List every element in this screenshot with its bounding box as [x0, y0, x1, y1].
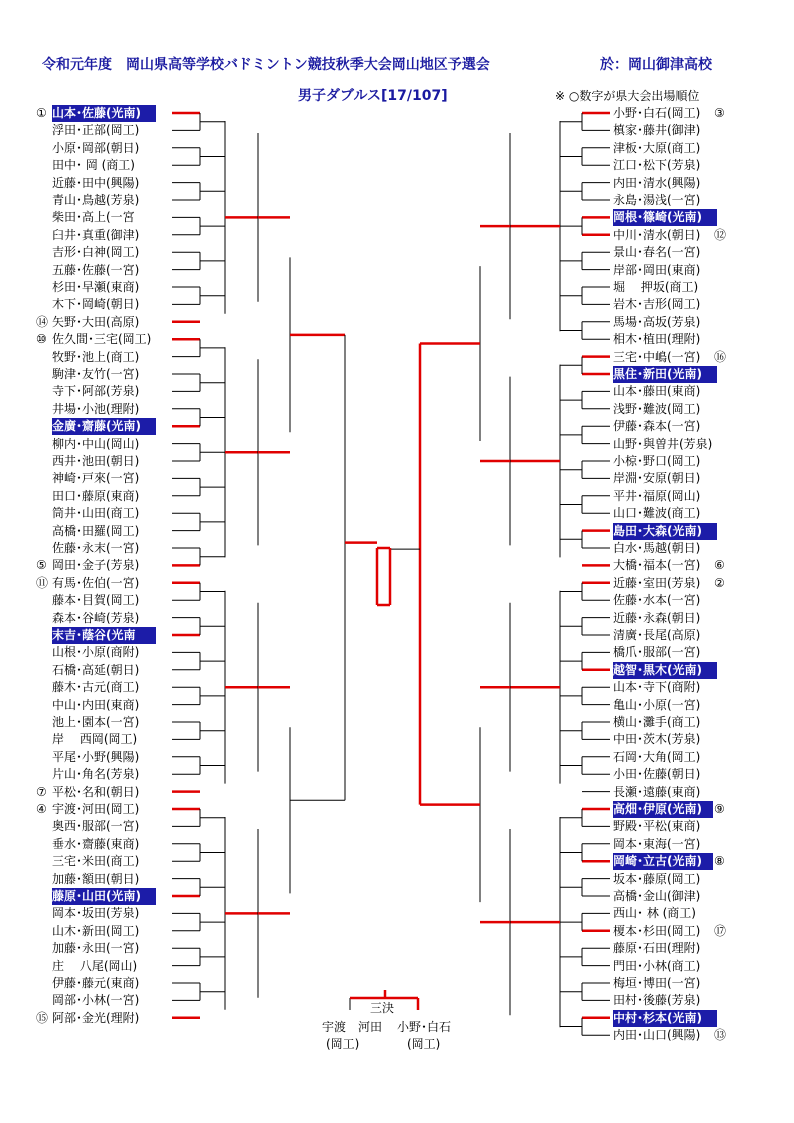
left-entry: 柴田･高上(一宮	[52, 210, 135, 225]
left-entry: 平松･名和(朝日)	[52, 784, 140, 799]
seed-rank: ⑫	[714, 227, 727, 242]
third-place-right-names: 小野･白石	[397, 1020, 452, 1034]
left-entry: 木下･岡崎(朝日)	[52, 297, 140, 312]
seed-rank: ⑬	[714, 1028, 727, 1043]
right-entry: 岸部･岡田(東商)	[613, 262, 701, 277]
seed-rank: ⑥	[714, 558, 725, 573]
right-entry: 津板･大原(商工)	[613, 140, 701, 155]
left-entry: 藤本･目賀(岡工)	[52, 593, 140, 608]
right-entry: 山本･寺下(商附)	[613, 680, 701, 695]
left-entry: 宇渡･河田(岡工)	[52, 802, 140, 816]
right-entry: 近藤･室田(芳泉)	[613, 575, 701, 590]
left-entry: 山本･佐藤(光南)	[52, 105, 156, 122]
left-entry: 三宅･米田(商工)	[52, 854, 140, 869]
seed-rank: ①	[36, 106, 47, 120]
left-entry: 庄 八尾(岡山)	[52, 958, 138, 973]
left-entry: 牧野･池上(商工)	[52, 349, 140, 364]
right-entry: 内田･山口(興陽)	[613, 1028, 701, 1043]
right-entry: 田村･後藤(芳泉)	[613, 993, 701, 1008]
left-entry: 奥西･服部(一宮)	[52, 819, 140, 834]
left-entry: 藤木･古元(商工)	[52, 680, 140, 695]
right-entry: 大橋･福本(一宮)	[613, 558, 701, 573]
left-entry: 中山･内田(東商)	[52, 697, 140, 712]
left-entry: 石橋･高延(朝日)	[52, 662, 140, 677]
left-entry: 平尾･小野(興陽)	[52, 749, 140, 764]
right-entry: 中村･杉本(光南)	[613, 1010, 717, 1027]
right-entry: 三宅･中嶋(一宮)	[613, 349, 701, 364]
right-entry: 岡本･東海(一宮)	[613, 836, 701, 851]
right-entry: 小野･白石(岡工)	[613, 106, 701, 120]
seed-rank: ⑰	[714, 923, 727, 938]
left-entry: 田口･藤原(東商)	[52, 488, 140, 503]
right-entry: 橋爪･服部(一宮)	[613, 645, 701, 660]
seed-rank: ⑤	[36, 558, 47, 573]
left-entry: 杉田･早瀬(東商)	[52, 280, 140, 294]
seed-rank: ⑨	[714, 802, 725, 816]
left-entry: 西井･池田(朝日)	[52, 454, 140, 468]
right-entry: 小田･佐藤(朝日)	[613, 767, 701, 782]
left-entry: 森本･谷崎(芳泉)	[52, 610, 140, 625]
left-entry: 末吉･蔭谷(光南	[52, 627, 156, 644]
left-entry: 吉形･白神(岡工)	[52, 245, 140, 260]
third-place-left-school: (岡工)	[326, 1037, 360, 1051]
left-entry: 岡田･金子(芳泉)	[52, 558, 140, 573]
seed-rank: ③	[714, 106, 725, 120]
right-entry: 亀山･小原(一宮)	[613, 697, 701, 712]
right-entry: 堀 押坂(商工)	[613, 280, 699, 294]
right-entry: 近藤･永森(朝日)	[613, 610, 701, 625]
venue-label: 於：岡山御津高校	[600, 57, 712, 73]
left-entry: 筒井･山田(商工)	[52, 506, 140, 521]
left-entry: 金廣･齋藤(光南)	[52, 418, 156, 435]
right-entry: 石岡･大角(岡工)	[613, 749, 701, 764]
seed-rank: ④	[36, 802, 47, 816]
right-entry: 榎本･杉田(岡工)	[613, 923, 701, 938]
left-entry: 神崎･戸來(一宮)	[52, 471, 140, 486]
left-entry: 駒津･友竹(一宮)	[52, 367, 140, 381]
right-entry: 岡崎･立古(光南)	[613, 853, 713, 870]
left-entry: 阿部･金光(理附)	[52, 1010, 140, 1025]
left-entry: 山木･新田(岡工)	[52, 923, 140, 938]
right-entry: 清廣･長尾(高原)	[613, 628, 701, 642]
left-entry: 有馬･佐伯(一宮)	[52, 575, 140, 590]
left-entry: 池上･園本(一宮)	[52, 715, 140, 729]
left-entry: 臼井･真重(御津)	[52, 227, 140, 242]
event-subtitle: 男子ダブルス[17/107]	[298, 88, 448, 104]
right-entry: 藤原･石田(理附)	[613, 941, 701, 956]
third-place-right-school: (岡工)	[407, 1037, 441, 1051]
right-entry: 長瀬･遠藤(東商)	[613, 784, 701, 799]
seed-rank: ⑩	[36, 332, 47, 347]
left-entry: 柳内･中山(岡山)	[52, 436, 140, 451]
right-entry: 横山･灘手(商工)	[613, 715, 701, 729]
right-entry: 西山･ 林 (商工)	[613, 906, 696, 921]
right-entry: 岸淵･安原(朝日)	[613, 471, 701, 486]
right-entry: 小椋･野口(岡工)	[613, 454, 701, 468]
right-entry: 坂本･藤原(岡工)	[613, 871, 701, 886]
left-entry: 藤原･山田(光南)	[52, 888, 156, 905]
right-entry: 内田･清水(興陽)	[613, 175, 701, 190]
right-entry: 馬場･高坂(芳泉)	[613, 314, 701, 329]
right-entry: 高畑･伊原(光南)	[613, 801, 713, 818]
right-entry: 高橋･金山(御津)	[613, 889, 701, 903]
right-entry: 中田･茨木(芳泉)	[613, 732, 701, 747]
right-entry: 伊藤･森本(一宮)	[613, 419, 701, 434]
right-entry: 浅野･難波(岡工)	[613, 401, 701, 416]
right-entry: 黒住･新田(光南)	[613, 366, 717, 383]
seed-note: ※ ○数字が県大会出場順位	[555, 89, 700, 103]
left-entry: 佐藤･永末(一宮)	[52, 541, 140, 555]
left-entry: 片山･角名(芳泉)	[52, 767, 140, 782]
third-place-label: 三決	[370, 1001, 395, 1015]
seed-rank: ②	[714, 575, 725, 590]
right-entry: 島田･大森(光南)	[613, 523, 717, 540]
right-entry: 佐藤･水本(一宮)	[613, 593, 701, 608]
right-entry: 山本･藤田(東商)	[613, 384, 701, 399]
left-entry: 五藤･佐藤(一宮)	[52, 262, 140, 277]
seed-rank: ⑯	[714, 349, 727, 364]
left-entry: 山根･小原(商附)	[52, 645, 140, 660]
right-entry: 門田･小林(商工)	[613, 958, 701, 973]
right-entry: 槙家･藤井(御津)	[613, 123, 701, 138]
right-entry: 越智･黒木(光南)	[613, 662, 717, 679]
left-entry: 近藤･田中(興陽)	[52, 175, 140, 190]
right-entry: 江口･松下(芳泉)	[613, 158, 701, 173]
right-entry: 相木･植田(理附)	[613, 332, 701, 347]
seed-rank: ⑭	[36, 314, 49, 329]
left-entry: 高橋･田羅(岡工)	[52, 523, 140, 538]
seed-rank: ⑧	[714, 854, 725, 869]
left-entry: 加藤･永田(一宮)	[52, 941, 140, 956]
seed-rank: ⑪	[36, 575, 49, 590]
left-entry: 加藤･額田(朝日)	[52, 871, 140, 886]
right-entry: 山口･難波(商工)	[613, 506, 701, 521]
left-entry: 岡本･坂田(芳泉)	[52, 906, 140, 921]
right-entry: 岩木･吉形(岡工)	[613, 297, 701, 312]
left-entry: 青山･鳥越(芳泉)	[52, 193, 140, 207]
left-entry: 小原･岡部(朝日)	[52, 140, 140, 155]
left-entry: 寺下･阿部(芳泉)	[52, 384, 140, 399]
seed-rank: ⑮	[36, 1010, 49, 1025]
left-entry: 岡部･小林(一宮)	[52, 993, 140, 1008]
third-place-left-names: 宇渡 河田	[322, 1020, 383, 1034]
left-entry: 岸 西岡(岡工)	[52, 732, 138, 747]
right-entry: 白水･馬越(朝日)	[613, 541, 701, 555]
page-title: 令和元年度 岡山県高等学校バドミントン競技秋季大会岡山地区予選会	[42, 57, 490, 73]
right-entry: 山野･與曽井(芳泉)	[613, 436, 713, 451]
left-entry: 井場･小池(理附)	[52, 401, 140, 416]
left-entry: 伊藤･藤元(東商)	[52, 976, 140, 990]
right-entry: 永島･湯浅(一宮)	[613, 193, 701, 207]
left-entry: 佐久間･三宅(岡工)	[52, 332, 152, 347]
right-entry: 平井･福原(岡山)	[613, 488, 701, 503]
left-entry: 田中･ 岡 (商工)	[52, 158, 135, 173]
left-entry: 浮田･正部(岡工)	[52, 123, 140, 138]
seed-rank: ⑦	[36, 784, 47, 799]
right-entry: 野殿･平松(東商)	[613, 819, 701, 834]
right-entry: 中川･清水(朝日)	[613, 227, 701, 242]
right-entry: 景山･春名(一宮)	[613, 245, 701, 260]
left-entry: 垂水･齋藤(東商)	[52, 836, 140, 851]
right-entry: 梅垣･博田(一宮)	[613, 976, 701, 990]
right-entry: 岡根･篠崎(光南)	[613, 209, 717, 226]
left-entry: 矢野･大田(高原)	[52, 314, 140, 329]
